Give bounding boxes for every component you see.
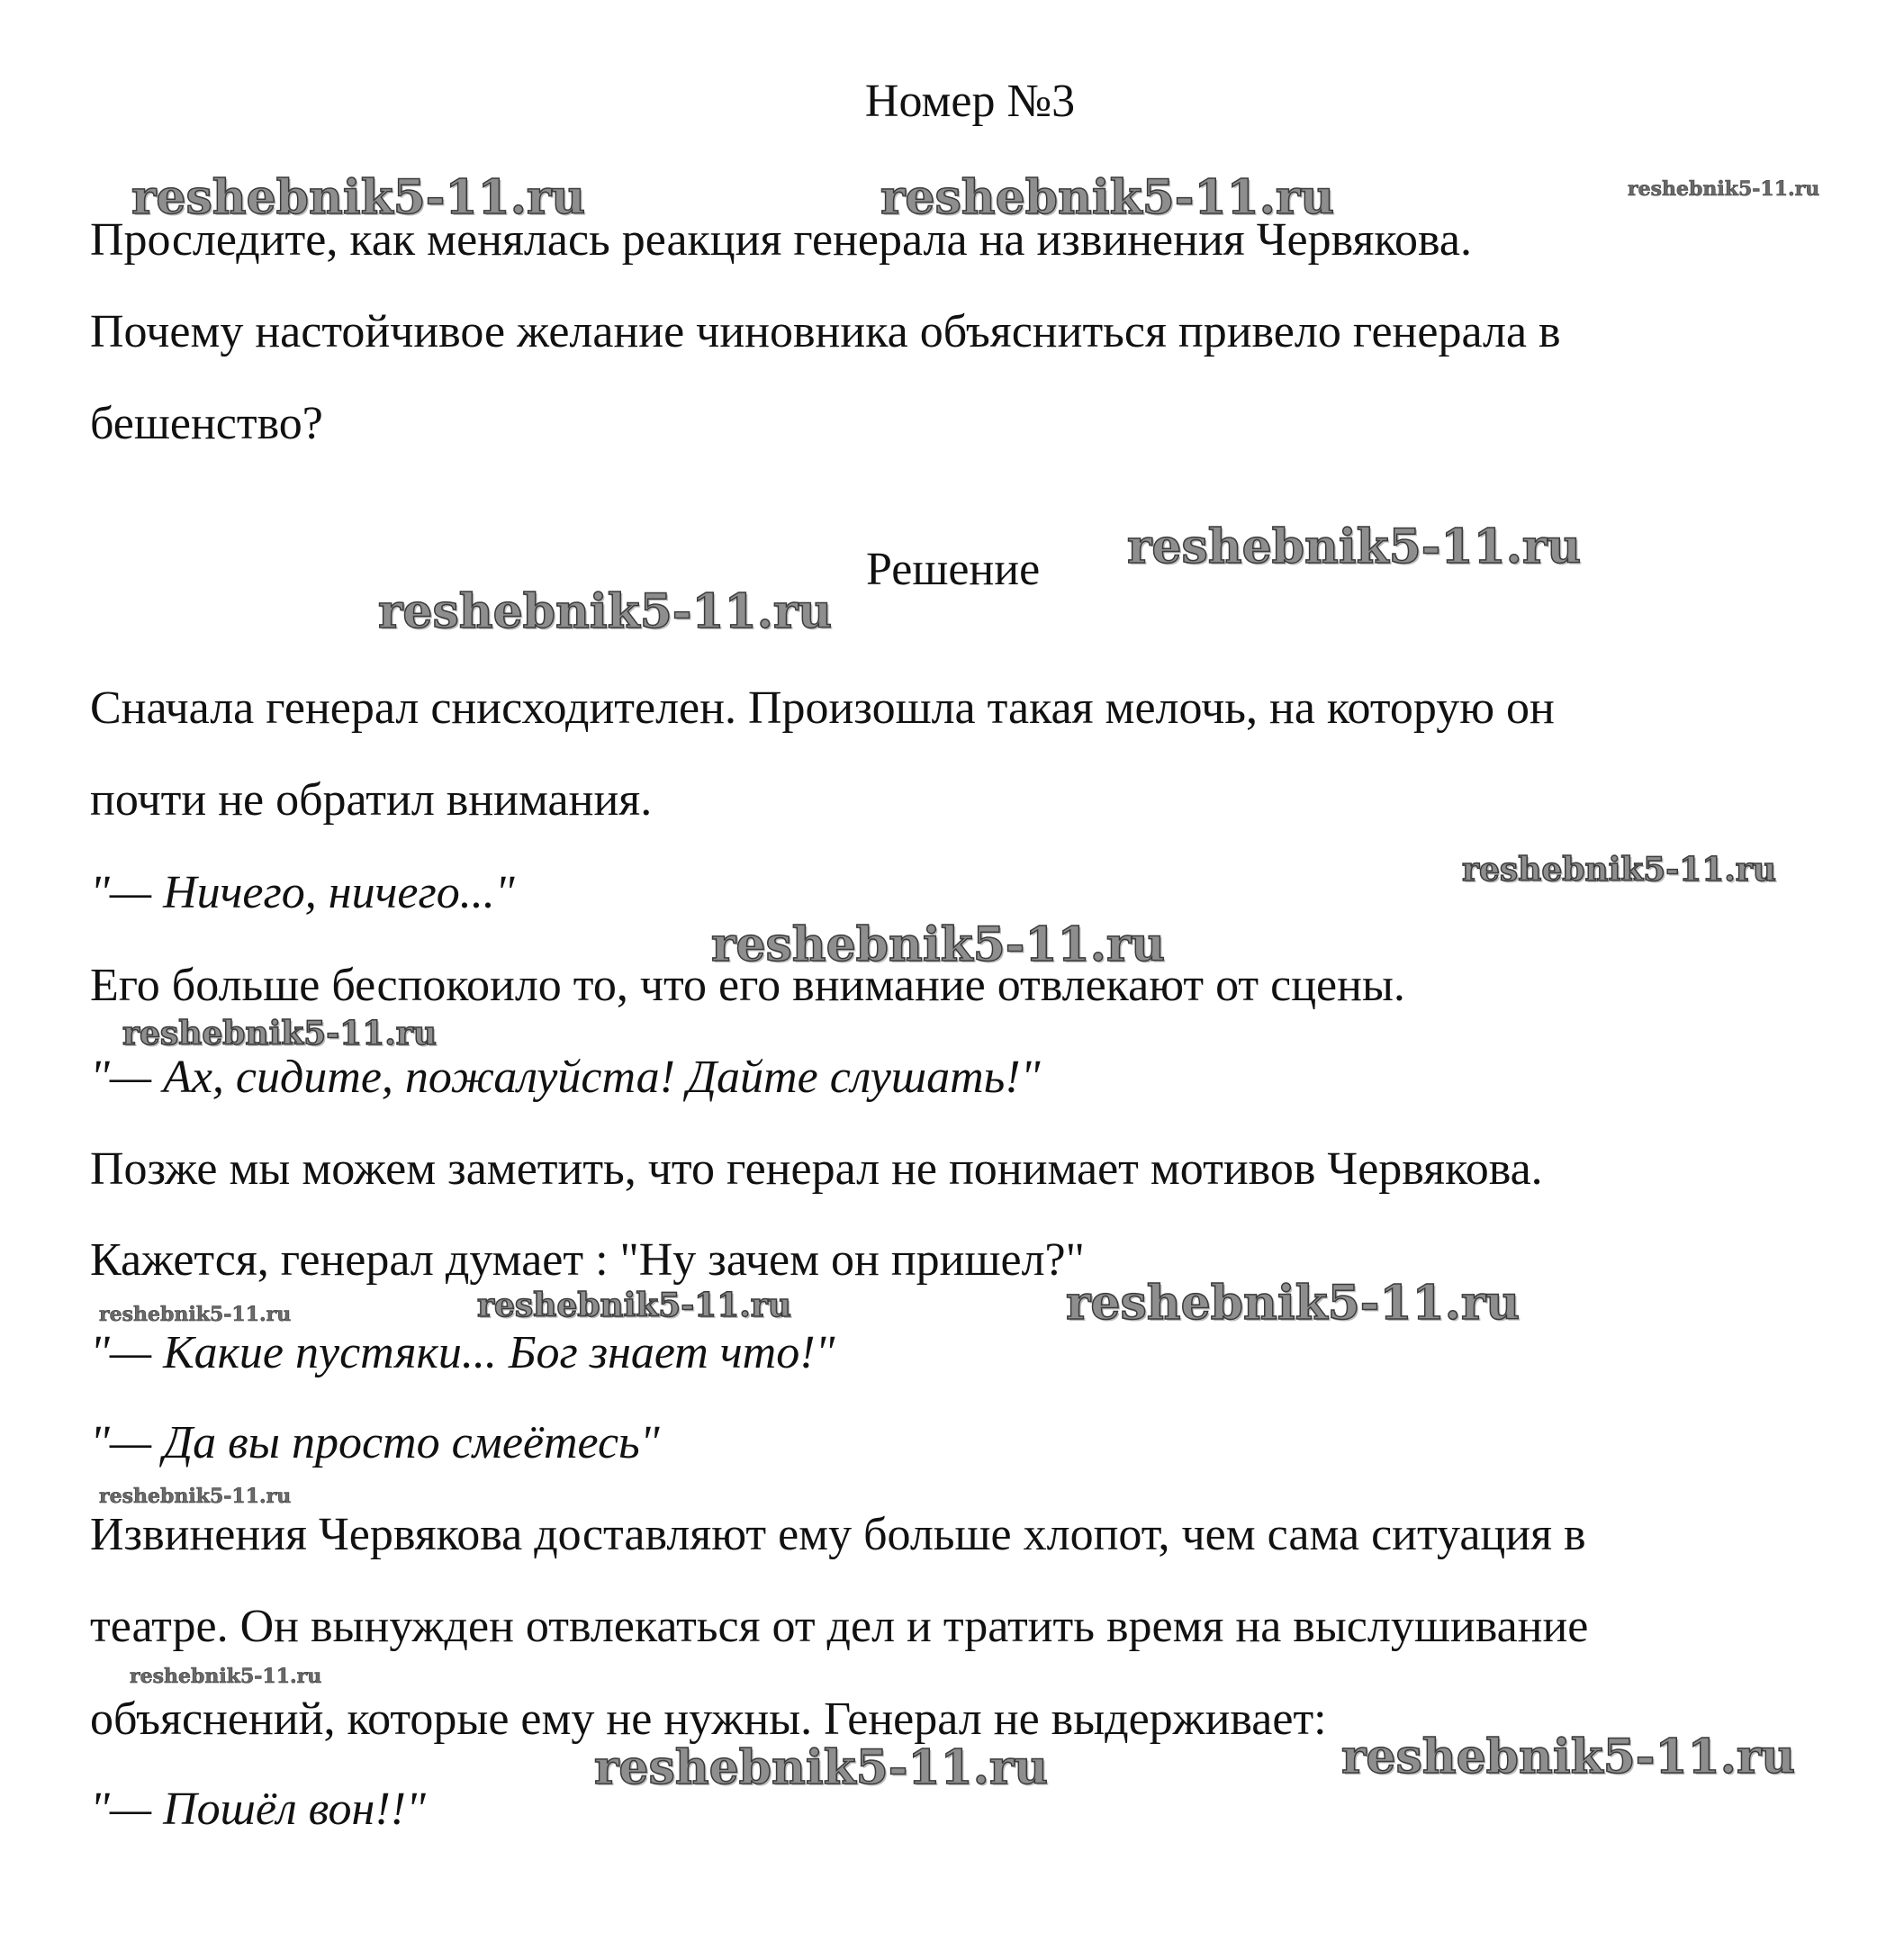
watermark: reshebnik5-11.ru bbox=[131, 170, 586, 225]
body-line-5: Кажется, генерал думает : "Ну зачем он пришел?" bbox=[90, 1234, 1085, 1286]
question-line-3: бешенство? bbox=[90, 398, 323, 449]
watermark: reshebnik5-11.ru bbox=[1127, 519, 1582, 574]
watermark: reshebnik5-11.ru bbox=[378, 584, 833, 639]
quote-line-2: "— Ах, сидите, пожалуйста! Дайте слушать!" bbox=[90, 1052, 1041, 1103]
body-line-1: Сначала генерал снисходителен. Произошла такая мелочь, на которую он bbox=[90, 682, 1555, 734]
quote-line-3: "— Какие пустяки... Бог знает что!" bbox=[90, 1327, 835, 1378]
body-line-4: Позже мы можем заметить, что генерал не понимает мотивов Червякова. bbox=[90, 1143, 1543, 1195]
question-line-1: Проследите, как менялась реакция генерала на извинения Червякова. bbox=[90, 214, 1472, 266]
body-line-3: Его больше беспокоило то, что его внимание отвлекают от сцены. bbox=[90, 960, 1405, 1011]
solution-heading: Решение bbox=[866, 544, 1041, 595]
watermark: reshebnik5-11.ru bbox=[1462, 851, 1776, 889]
body-line-2: почти не обратил внимания. bbox=[90, 774, 653, 826]
body-line-8: объяснений, которые ему не нужны. Генерал не выдерживает: bbox=[90, 1694, 1327, 1745]
watermark: reshebnik5-11.ru bbox=[1341, 1730, 1796, 1784]
watermark: reshebnik5-11.ru bbox=[99, 1485, 292, 1508]
watermark: reshebnik5-11.ru bbox=[130, 1665, 322, 1688]
question-line-2: Почему настойчивое желание чиновника объясниться привело генерала в bbox=[90, 306, 1561, 357]
watermark: reshebnik5-11.ru bbox=[711, 917, 1166, 972]
watermark: reshebnik5-11.ru bbox=[99, 1303, 292, 1326]
body-line-7: театре. Он вынужден отвлекаться от дел и тратить время на выслушивание bbox=[90, 1601, 1589, 1652]
quote-line-5: "— Пошёл вон!!" bbox=[90, 1784, 426, 1835]
watermark: reshebnik5-11.ru bbox=[880, 170, 1335, 225]
quote-line-4: "— Да вы просто смеётесь" bbox=[90, 1417, 660, 1468]
watermark: reshebnik5-11.ru bbox=[594, 1740, 1049, 1795]
watermark: reshebnik5-11.ru bbox=[477, 1287, 791, 1324]
watermark: reshebnik5-11.ru bbox=[1628, 177, 1820, 201]
watermark: reshebnik5-11.ru bbox=[122, 1015, 437, 1052]
body-line-6: Извинения Червякова доставляют ему больше хлопот, чем сама ситуация в bbox=[90, 1509, 1586, 1560]
watermark: reshebnik5-11.ru bbox=[1066, 1276, 1520, 1331]
quote-line-1: "— Ничего, ничего..." bbox=[90, 867, 515, 918]
page-title: Номер №3 bbox=[864, 76, 1076, 127]
